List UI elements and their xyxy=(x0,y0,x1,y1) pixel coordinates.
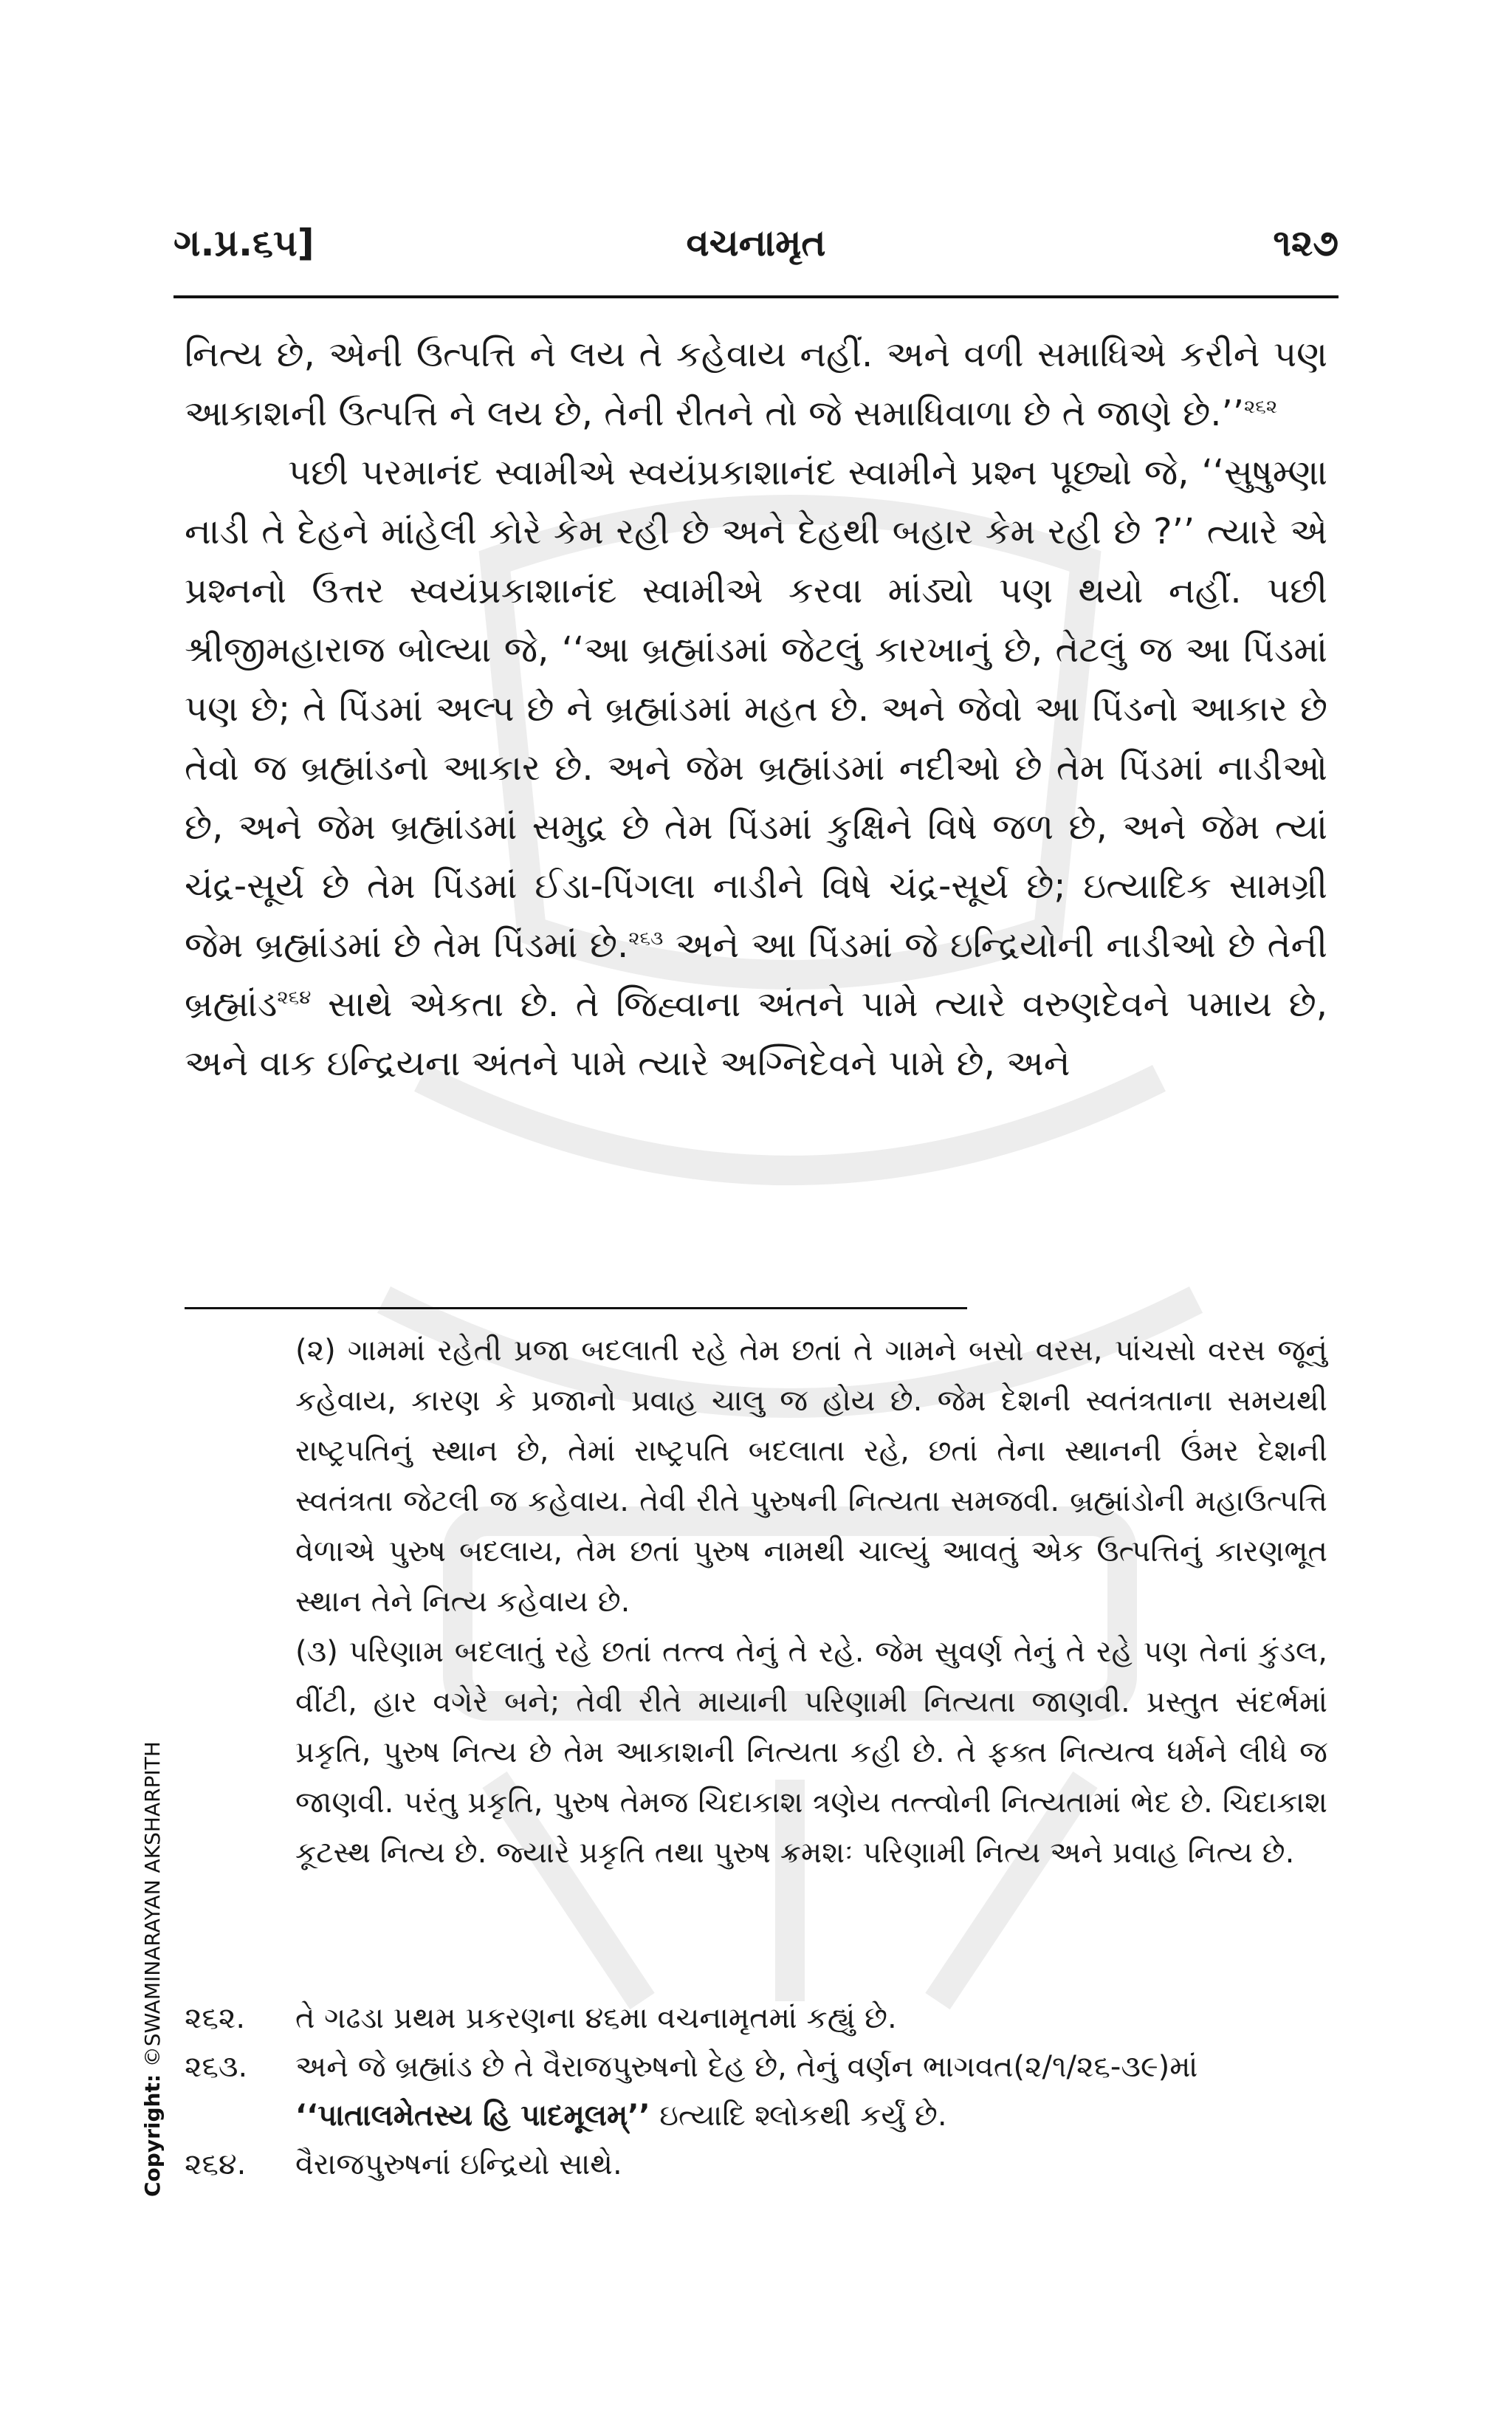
section-reference: ગ.પ્ર.૬૫] xyxy=(173,222,315,264)
footnote-text: તે ગઢડા પ્રથમ પ્રકરણના ૪૬મા વચનામૃતમાં કહ્યું છે. xyxy=(295,2001,897,2035)
footnotes xyxy=(185,1994,1327,2189)
footnote-ref-264: ૨૬૪ xyxy=(277,987,312,1009)
page-number: ૧૨૭ xyxy=(1273,222,1339,264)
footnote-ref-263: ૨૬૩ xyxy=(628,928,664,950)
paragraph: પછી પરમાનંદ સ્વામીએ સ્વયંપ્રકાશાનંદ સ્વામીને પ્રશ્ન પૂછ્યો જે, ‘‘સુષુમ્ણા નાડી તે દેહને માંહેલી કોરે કેમ રહી છે અને દેહથી બહાર કેમ રહી છે ?’’ ત્યારે એ પ્રશ્નનો ઉત્તર સ્વયંપ્રકાશાનંદ સ્વામીએ કરવા માંડ્યો પણ થયો નહીં. પછી શ્રીજીમહારાજ બોલ્યા જે, ‘‘આ બ્રહ્માંડમાં જેટલું કારખાનું છે, તેટલું જ આ પિંડમાં પણ છે; તે પિંડમાં અલ્પ છે ને બ્રહ્માંડમાં મહત છે. અને જેવો આ પિંડનો આકાર છે તેવો જ બ્રહ્માંડનો આકાર છે. અને જેમ બ્રહ્માંડમાં નદીઓ છે તેમ પિંડમાં નાડીઓ છે, અને જેમ બ્રહ્માંડમાં સમુદ્ર છે તેમ પિંડમાં કુક્ષિને વિષે જળ છે, અને જેમ ત્યાં ચંદ્ર-સૂર્ય છે તેમ પિંડમાં ઈડા-પિંગલા નાડીને વિષે ચંદ્ર-સૂર્ય છે; ઇત્યાદિક સામગ્રી જેમ બ્રહ્માંડમાં છે તેમ પિંડમાં છે.$^{૨૬૩}$ અને આ પિંડમાં જે ઇન્દ્રિયોની નાડીઓ છે તેની બ્રહ્માંડ$^{૨૬૪}$ સાથે એકતા છે. તે જિહ્વાના અંતને પામે ત્યારે વરુણદેવને પમાય છે, અને વાક ઇન્દ્રિયના અંતને પામે ત્યારે અગ્નિદેવને પામે છે, અને xyxy=(185,452,1327,1084)
continued-notes xyxy=(295,1326,1327,1878)
copyright-owner: ©SWAMINARAYAN AKSHARPITH xyxy=(140,1741,165,2068)
footnote-262 xyxy=(185,1994,1327,2043)
main-text xyxy=(185,325,1327,1093)
footnote-divider xyxy=(185,1307,967,1309)
page-header xyxy=(173,207,1339,273)
footnote-number: ૨૬૪. xyxy=(185,2147,247,2181)
footnote-number: ૨૬૩. xyxy=(185,2050,248,2084)
copyright-label: Copyright: xyxy=(140,2074,165,2197)
footnote-264 xyxy=(185,2140,1327,2189)
footnote-text: વૈરાજપુરુષનાં ઇન્દ્રિયો સાથે. xyxy=(295,2147,622,2181)
footnote-263 xyxy=(185,2043,1327,2140)
shloka-quote: ‘‘પાતાલમેતસ્ય હિ પાદમૂલમ્’’ xyxy=(295,2099,650,2133)
header-divider xyxy=(173,295,1339,298)
footnote-text: અને જે બ્રહ્માંડ છે તે વૈરાજપુરુષનો દેહ છે, તેનું વર્ણન ભાગવત(૨/૧/૨૬-૩૯)માં ‘‘પાતાલમેતસ્ય હિ પાદમૂલમ્’’ ઇત્યાદિ શ્લોકથી કર્યું છે. xyxy=(295,2050,1198,2133)
footnote-ref-262: ૨૬૨ xyxy=(1244,396,1278,418)
footnote-number: ૨૬૨. xyxy=(185,2001,246,2035)
paragraph: નિત્ય છે, એની ઉત્પત્તિ ને લય તે કહેવાય નહીં. અને વળી સમાધિએ કરીને પણ આકાશની ઉત્પત્તિ ને લય છે, તેની રીતને તો જે સમાધિવાળા છે તે જાણે છે.’’$^{૨૬૨}$ xyxy=(185,334,1327,434)
running-title: વચનામૃત xyxy=(686,222,826,264)
note-3: (૩) પરિણામ બદલાતું રહે છતાં તત્ત્વ તેનું તે રહે. જેમ સુવર્ણ તેનું તે રહે પણ તેનાં કુંડલ, વીંટી, હાર વગેરે બને; તેવી રીતે માયાની પરિણામી નિત્યતા જાણવી. પ્રસ્તુત સંદર્ભમાં પ્રકૃતિ, પુરુષ નિત્ય છે તેમ આકાશની નિત્યતા કહી છે. તે ફક્ત નિત્યત્વ ધર્મને લીધે જ જાણવી. પરંતુ પ્રકૃતિ, પુરુષ તેમજ ચિદાકાશ ત્રણેય તત્ત્વોની નિત્યતામાં ભેદ છે. ચિદાકાશ કૂટસ્થ નિત્ય છે. જ્યારે પ્રકૃતિ તથા પુરુષ ક્રમશઃ પરિણામી નિત્ય અને પ્રવાહ નિત્ય છે. xyxy=(295,1635,1327,1870)
copyright-notice xyxy=(140,1741,165,2197)
note-2: (૨) ગામમાં રહેતી પ્રજા બદલાતી રહે તેમ છતાં તે ગામને બસો વરસ, પાંચસો વરસ જૂનું કહેવાય, કારણ કે પ્રજાનો પ્રવાહ ચાલુ જ હોય છે. જેમ દેશની સ્વતંત્રતાના સમયથી રાષ્ટ્રપતિનું સ્થાન છે, તેમાં રાષ્ટ્રપતિ બદલાતા રહે, છતાં તેના સ્થાનની ઉંમર દેશની સ્વતંત્રતા જેટલી જ કહેવાય. તેવી રીતે પુરુષની નિત્યતા સમજવી. બ્રહ્માંડોની મહાઉત્પત્તિ વેળાએ પુરુષ બદલાય, તેમ છતાં પુરુષ નામથી ચાલ્યું આવતું એક ઉત્પત્તિનું કારણભૂત સ્થાન તેને નિત્ય કહેવાય છે. xyxy=(295,1334,1327,1619)
